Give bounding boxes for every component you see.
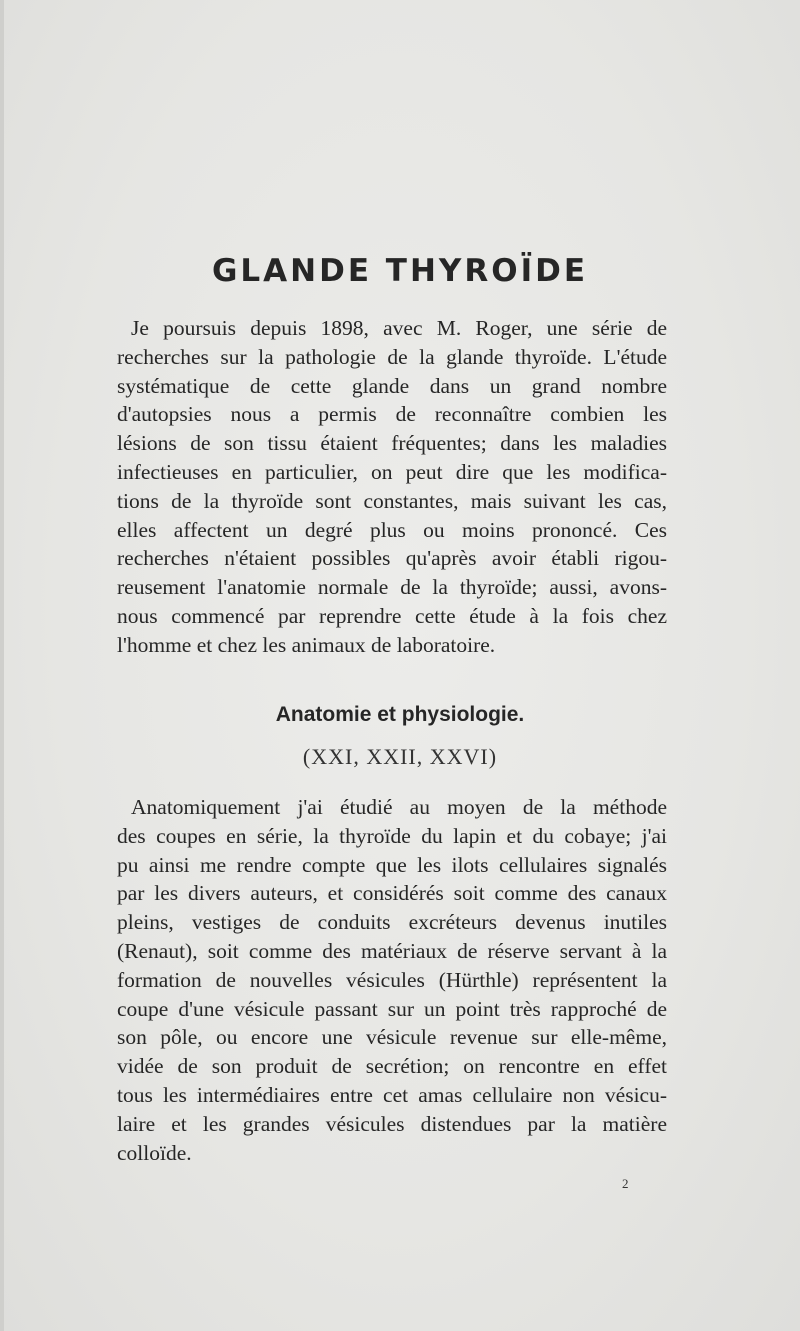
text-line: coupe d'une vésicule passant sur un point très rapproché de — [117, 996, 667, 1021]
text-line: (Renaut), soit comme des matériaux de réserve servant à la — [117, 938, 667, 963]
text-line: recherches n'étaient possibles qu'après avoir établi rigou- — [117, 546, 667, 571]
text-line: laire et les grandes vésicules distendues par la matière — [117, 1111, 667, 1136]
text-line: elles affectent un degré plus ou moins prononcé. Ces — [117, 517, 667, 542]
page-number: 2 — [622, 1176, 629, 1191]
text-line: Je poursuis depuis 1898, avec M. Roger, une série de — [131, 316, 667, 340]
text-line: systématique de cette glande dans un grand nombre — [117, 373, 667, 398]
text-line: reusement l'anatomie normale de la thyroïde; aussi, avons- — [117, 575, 667, 600]
text-line: recherches sur la pathologie de la glande thyroïde. L'étude — [117, 344, 667, 369]
text-line: d'autopsies nous a permis de reconnaître combien les — [117, 402, 667, 427]
text-line: vidée de son produit de secrétion; on rencontre en effet — [117, 1054, 667, 1079]
text-line: des coupes en série, la thyroïde du lapin et du cobaye; j'ai — [117, 823, 667, 848]
text-line: par les divers auteurs, et considérés soit comme des canaux — [117, 881, 667, 906]
section-references: (XXI, XXII, XXVI) — [302, 744, 498, 769]
text-line: l'homme et chez les animaux de laboratoire. — [117, 632, 496, 657]
text-line: tions de la thyroïde sont constantes, mais suivant les cas, — [117, 488, 667, 513]
text-line: nous commencé par reprendre cette étude à la fois chez — [117, 603, 667, 628]
page-edge-shadow — [0, 0, 4, 1331]
text-line: pu ainsi me rendre compte que les ilots cellulaires signalés — [117, 852, 667, 877]
text-line: formation de nouvelles vésicules (Hürthle) représentent la — [117, 967, 667, 992]
text-line: pleins, vestiges de conduits excréteurs devenus inutiles — [117, 910, 667, 935]
intro-paragraph — [117, 314, 667, 660]
text-line: infectieuses en particulier, on peut dire que les modifica- — [117, 459, 667, 484]
chapter-title: GLANDE THYROÏDE — [211, 253, 589, 289]
text-line: tous les intermédiaires entre cet amas cellulaire non vésicu- — [117, 1082, 667, 1107]
text-line: lésions de son tissu étaient fréquentes; dans les maladies — [117, 431, 667, 456]
text-line: colloïde. — [117, 1140, 192, 1165]
text-line: son pôle, ou encore une vésicule revenue sur elle-même, — [117, 1025, 667, 1050]
section-heading: Anatomie et physiologie. — [275, 703, 525, 726]
section-paragraph — [117, 793, 667, 1167]
text-line: Anatomiquement j'ai étudié au moyen de la méthode — [131, 795, 667, 819]
